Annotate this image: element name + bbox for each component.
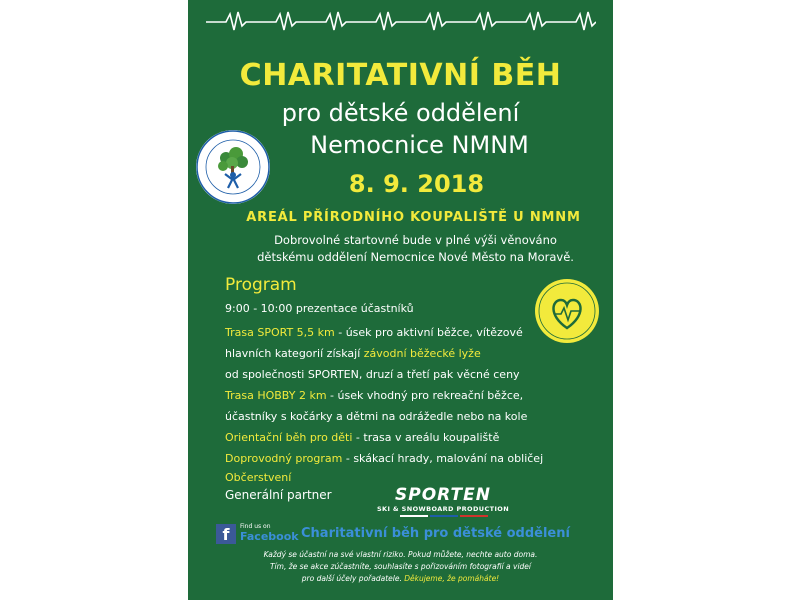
event-subtitle-line1: pro dětské oddělení (281, 99, 520, 127)
facebook-icon: f (216, 524, 236, 544)
hobby-route-label: Trasa HOBBY 2 km (225, 389, 327, 402)
event-venue: AREÁL PŘÍRODNÍHO KOUPALIŠTĚ U NMNM (246, 210, 581, 225)
facebook-find-us: Find us on (240, 523, 271, 530)
side-events-label: Doprovodný program (225, 452, 343, 465)
program-hobby-route (225, 389, 523, 402)
program-heading: Program (225, 275, 297, 295)
footer-line: Tím, že se akce zúčastníte, souhlasíte s pořizováním fotografií a videí (269, 562, 532, 571)
orienteering-text: - trasa v areálu koupaliště (352, 431, 500, 444)
facebook-wordmark: Facebook (240, 530, 299, 543)
event-description (188, 232, 613, 266)
program-orienteering (225, 431, 499, 444)
orienteering-label: Orientační běh pro děti (225, 431, 353, 444)
description-line: dětskému oddělení Nemocnice Nové Město na Moravě. (257, 250, 574, 264)
event-subtitle-line2: Nemocnice NMNM (310, 131, 529, 159)
description-line: Dobrovolné startovné bude v plné výši věnováno (274, 233, 557, 247)
general-partner-label: Generální partner (225, 488, 332, 502)
footer-thanks: Děkujeme, že pomáháte! (404, 574, 500, 583)
sporten-logo-name: SPORTEN (395, 485, 491, 505)
footer-disclaimer (188, 549, 613, 585)
refreshments-label: Občerstvení (225, 471, 292, 484)
sporten-logo-tagline: SKI & SNOWBOARD PRODUCTION (376, 505, 510, 513)
program-hobby-detail: účastníky s kočárky a dětmi na odrážedle nebo na kole (225, 410, 528, 423)
footer-line3-text: pro další účely pořadatele. (301, 574, 405, 583)
facebook-page-name: Charitativní běh pro dětské oddělení (301, 526, 570, 541)
event-title: CHARITATIVNÍ BĚH (239, 58, 562, 93)
footer-line (188, 573, 613, 585)
program-refreshments (225, 471, 291, 484)
sport-route-label: Trasa SPORT 5,5 km (225, 326, 335, 339)
poster (188, 0, 613, 600)
sport-prize-text: hlavních kategorií získají (225, 347, 364, 360)
program-sport-route (225, 326, 523, 339)
event-date: 8. 9. 2018 (348, 170, 485, 198)
program-registration: 9:00 - 10:00 prezentace účastníků (225, 302, 414, 315)
sport-route-text: - úsek pro aktivní běžce, vítězové (334, 326, 523, 339)
hobby-route-text: - úsek vhodný pro rekreační běžce, (326, 389, 524, 402)
program-sport-sponsor: od společnosti SPORTEN, druzí a třetí pak věcné ceny (225, 368, 520, 381)
side-events-text: - skákací hrady, malování na obličej (342, 452, 544, 465)
program-side-events (225, 452, 543, 465)
sporten-logo (368, 484, 518, 520)
facebook-link[interactable] (216, 524, 606, 548)
program-sport-prize (225, 347, 481, 360)
footer-line: Každý se účastní na své vlastní riziko. Pokud můžete, nechte auto doma. (263, 550, 538, 559)
heart-pulse-badge-icon (534, 278, 600, 344)
heartbeat-line-icon (206, 8, 596, 36)
sport-prize-highlight: závodní běžecké lyže (363, 347, 481, 360)
